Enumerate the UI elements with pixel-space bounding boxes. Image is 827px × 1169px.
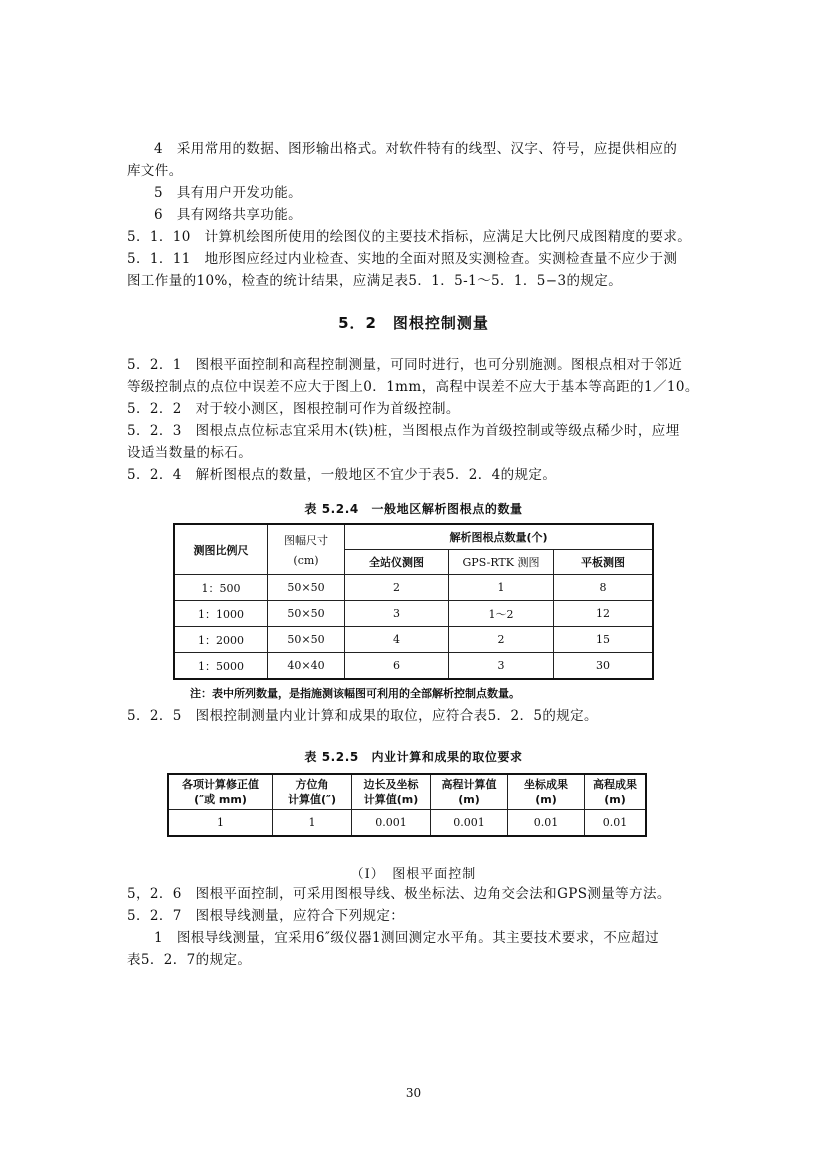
section-title: 5．2 图根控制测量 [338, 314, 489, 332]
page-number: 30 [405, 1086, 422, 1100]
table-cell: 3 [345, 601, 449, 627]
table-caption: 表 5.2.4 一般地区解析图根点的数量 [304, 502, 523, 516]
table-cell: 3 [449, 653, 554, 680]
header-line: 高程计算值 [441, 778, 497, 791]
subsection-title: （Ⅰ） 图根平面控制 [350, 867, 477, 882]
header-line: (m) [535, 793, 557, 806]
header-line: 高程成果 [593, 778, 637, 791]
header-line: 图幅尺寸 [284, 534, 328, 547]
column-header [431, 774, 508, 810]
table-cell: 1 [449, 575, 554, 601]
paragraph: 5．2．7 图根导线测量，应符合下列规定： [127, 908, 405, 924]
table-cell: 0.01 [585, 810, 647, 837]
table-cell: 0.001 [431, 810, 508, 837]
table-cell: 6 [345, 653, 449, 680]
table-cell: 1 [273, 810, 352, 837]
header-line: 各项计算修正值 [182, 778, 259, 791]
table-cell: 50×50 [268, 601, 345, 627]
paragraph: 设适当数量的标石。 [127, 445, 253, 461]
paragraph: 5 具有用户开发功能。 [154, 185, 302, 201]
paragraph: 等级控制点的点位中误差不应大于图上0．1mm，高程中误差不应大于基本等高距的1／10。 [127, 379, 699, 395]
table-cell: 1：500 [174, 575, 268, 601]
column-header: 测图比例尺 [174, 524, 268, 575]
table-cell: 12 [554, 601, 654, 627]
table-cell: 15 [554, 627, 654, 653]
column-header: 全站仪测图 [345, 550, 449, 575]
table-cell: 2 [345, 575, 449, 601]
paragraph: 5．1．10 计算机绘图所使用的绘图仪的主要技术指标，应满足大比例尺成图精度的要求。 [127, 229, 692, 245]
column-header [168, 774, 273, 810]
table-cell: 1 [168, 810, 273, 837]
header-line: 边长及坐标 [363, 778, 419, 791]
table-caption: 表 5.2.5 内业计算和成果的取位要求 [304, 750, 523, 764]
table-cell: 40×40 [268, 653, 345, 680]
table-row [168, 810, 646, 837]
table-cell: 8 [554, 575, 654, 601]
table-cell: 2 [449, 627, 554, 653]
table-cell: 50×50 [268, 575, 345, 601]
table-note: 注：表中所列数量，是指施测该幅图可利用的全部解析控制点数量。 [190, 687, 520, 700]
header-line: (″或 mm) [194, 793, 247, 806]
column-header: 平板测图 [554, 550, 654, 575]
column-header [585, 774, 647, 810]
paragraph: 图工作量的10%，检查的统计结果，应满足表5．1．5-1～5．1．5−3的规定。 [127, 273, 623, 289]
table-cell: 4 [345, 627, 449, 653]
header-line: 计算值(m) [363, 793, 419, 806]
paragraph: 5．2．5 图根控制测量内业计算和成果的取位，应符合表5．2．5的规定。 [127, 708, 598, 724]
paragraph: 5．2．1 图根平面控制和高程控制测量，可同时进行，也可分别施测。图根点相对于邻近 [127, 357, 683, 373]
table-cell: 1～2 [449, 601, 554, 627]
table-row [174, 653, 653, 680]
header-line: 方位角 [295, 778, 329, 791]
table-cell: 1：1000 [174, 601, 268, 627]
paragraph: 库文件。 [127, 163, 183, 179]
paragraph: 5．2．4 解析图根点的数量，一般地区不宜少于表5．2．4的规定。 [127, 467, 557, 483]
control-points-table [173, 523, 654, 680]
column-group-header: 解析图根点数量(个) [345, 524, 654, 550]
paragraph: 5，2．6 图根平面控制，可采用图根导线、极坐标法、边角交会法和GPS测量等方法。 [127, 886, 671, 902]
header-line: 计算值(″) [288, 793, 336, 806]
table-cell: 1：2000 [174, 627, 268, 653]
paragraph: 6 具有网络共享功能。 [154, 207, 302, 223]
table-cell: 1：5000 [174, 653, 268, 680]
table-cell: 50×50 [268, 627, 345, 653]
column-header [273, 774, 352, 810]
table-row [174, 627, 653, 653]
table-cell: 30 [554, 653, 654, 680]
header-line: (cm) [293, 554, 319, 567]
column-header: GPS-RTK 测图 [449, 550, 554, 575]
table-row [174, 575, 653, 601]
table-cell: 0.01 [508, 810, 585, 837]
table-cell: 0.001 [352, 810, 431, 837]
paragraph: 4 采用常用的数据、图形输出格式。对软件特有的线型、汉字、符号，应提供相应的 [154, 141, 678, 157]
header-line: (m) [458, 793, 480, 806]
column-header [352, 774, 431, 810]
paragraph: 5．2．2 对于较小测区，图根控制可作为首级控制。 [127, 401, 460, 417]
paragraph: 5．1．11 地形图应经过内业检查、实地的全面对照及实测检查。实测检查量不应少于测 [127, 251, 678, 267]
paragraph: 5．2．3 图根点点位标志宜采用木(铁)桩，当图根点作为首级控制或等级点稀少时，应埋 [127, 423, 680, 439]
paragraph: 1 图根导线测量，宜采用6″级仪器1测回测定水平角。其主要技术要求，不应超过 [154, 930, 660, 946]
header-line: 坐标成果 [524, 778, 568, 791]
header-line: (m) [604, 793, 626, 806]
column-header [508, 774, 585, 810]
paragraph: 表5．2．7的规定。 [127, 952, 252, 968]
precision-table [167, 773, 647, 837]
column-header [268, 524, 345, 575]
table-row [174, 601, 653, 627]
